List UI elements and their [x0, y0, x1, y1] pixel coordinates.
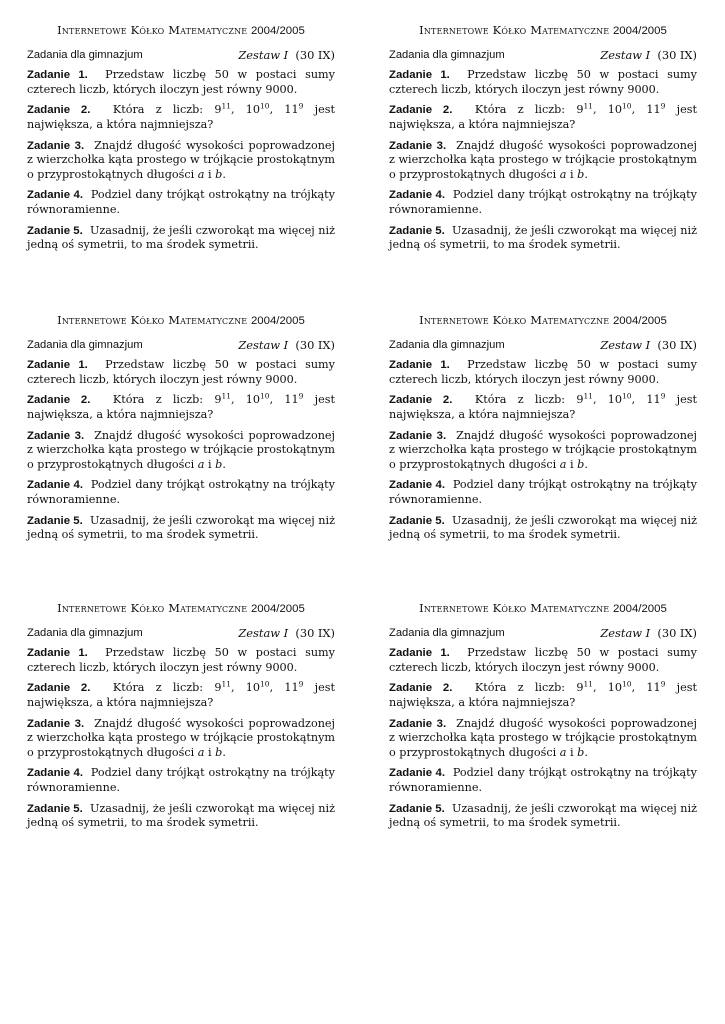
level-label: Zadania dla gimnazjum — [389, 48, 505, 61]
task-text: . — [584, 167, 588, 181]
power-base: 9 — [576, 103, 584, 117]
power-exponent: 10 — [260, 391, 270, 401]
set-date: (30 IX) — [657, 337, 697, 352]
task-text: Podziel dany trójkąt ostrokątny na trójkąty równoramienne. — [389, 188, 697, 216]
power-base: 9 — [214, 681, 222, 695]
task-2 — [27, 681, 335, 710]
task-label: Zadanie 5. — [389, 514, 445, 527]
task-label: Zadanie 4. — [389, 479, 446, 492]
header-title: Internetowe Kółko Matematyczne — [57, 601, 248, 615]
task-1 — [27, 68, 335, 97]
power-base: 10 — [245, 393, 261, 407]
task-5 — [27, 514, 335, 543]
task-label: Zadanie 3. — [27, 717, 85, 730]
set-date: (30 IX) — [657, 47, 697, 62]
sheet-subheader — [389, 626, 697, 641]
task-2 — [27, 393, 335, 422]
set-label: Zestaw I — [238, 337, 289, 352]
power-exponent: 9 — [660, 101, 666, 111]
variable-b: b — [577, 167, 585, 181]
variable-a: a — [197, 167, 205, 181]
task-text: jest największa, a która najmniejsza? — [27, 103, 335, 131]
power-base: 10 — [245, 103, 261, 117]
task-text: . — [584, 457, 588, 471]
level-label: Zadania dla gimnazjum — [389, 338, 505, 351]
header-title: Internetowe Kółko Matematyczne — [419, 313, 610, 327]
task-label: Zadanie 2. — [27, 104, 91, 117]
power-base: 11 — [284, 103, 299, 117]
variable-a: a — [197, 457, 205, 471]
task-text: Znajdź długość wysokości poprowadzonej z wierzchołka kąta prostego w trójkącie prostokątnym o przyprostokątnych długości — [27, 716, 335, 759]
task-label: Zadanie 2. — [27, 394, 91, 407]
task-label: Zadanie 2. — [27, 682, 91, 695]
separator: , — [230, 681, 246, 695]
power-base: 9 — [214, 393, 222, 407]
set-label: Zestaw I — [238, 47, 289, 62]
set-date: (30 IX) — [295, 337, 335, 352]
task-label: Zadanie 4. — [389, 189, 446, 202]
task-text: Przedstaw liczbę 50 w postaci sumy czterech liczb, których iloczyn jest równy 9000. — [389, 68, 697, 96]
task-5 — [389, 802, 697, 831]
power-base: 10 — [607, 681, 623, 695]
separator: , — [592, 681, 608, 695]
separator: , — [269, 103, 285, 117]
task-text: Uzasadnij, że jeśli czworokąt ma więcej niż jedną oś symetrii, to ma środek symetrii. — [27, 223, 335, 252]
task-2 — [389, 103, 697, 132]
power-exponent: 11 — [583, 391, 593, 401]
task-label: Zadanie 1. — [389, 69, 450, 82]
task-1 — [389, 68, 697, 97]
sheet-header — [389, 601, 697, 617]
power-base: 11 — [646, 103, 661, 117]
task-text: Która z liczb: — [474, 681, 577, 695]
set-info — [600, 626, 697, 641]
task-text: Przedstaw liczbę 50 w postaci sumy czterech liczb, których iloczyn jest równy 9000. — [389, 646, 697, 674]
header-title: Internetowe Kółko Matematyczne — [57, 23, 248, 37]
task-label: Zadanie 2. — [389, 682, 453, 695]
task-1 — [27, 646, 335, 675]
separator: , — [592, 103, 608, 117]
set-label: Zestaw I — [600, 47, 651, 62]
task-text: Przedstaw liczbę 50 w postaci sumy czterech liczb, których iloczyn jest równy 9000. — [389, 358, 697, 386]
task-text: i — [566, 457, 578, 471]
separator: , — [631, 681, 647, 695]
power-exponent: 10 — [260, 101, 270, 111]
task-text: jest największa, a która najmniejsza? — [27, 681, 335, 709]
set-date: (30 IX) — [295, 47, 335, 62]
task-sheet-card — [27, 601, 335, 837]
set-info — [238, 48, 335, 63]
power-exponent: 11 — [221, 679, 231, 689]
separator: , — [230, 103, 246, 117]
set-info — [600, 48, 697, 63]
level-label: Zadania dla gimnazjum — [27, 48, 143, 61]
task-text: Podziel dany trójkąt ostrokątny na trójkąty równoramienne. — [27, 188, 335, 216]
task-3 — [27, 139, 335, 183]
task-text: Która z liczb: — [474, 393, 577, 407]
task-label: Zadanie 1. — [27, 359, 88, 372]
power-base: 10 — [607, 393, 623, 407]
task-4 — [389, 188, 697, 217]
task-label: Zadanie 3. — [389, 429, 447, 442]
task-2 — [389, 393, 697, 422]
header-title: Internetowe Kółko Matematyczne — [57, 313, 248, 327]
power-base: 11 — [284, 681, 299, 695]
variable-b: b — [577, 745, 585, 759]
task-label: Zadanie 5. — [27, 514, 83, 527]
task-1 — [389, 358, 697, 387]
header-year: 2004/2005 — [612, 315, 667, 327]
header-title: Internetowe Kółko Matematyczne — [419, 23, 610, 37]
task-label: Zadanie 5. — [389, 802, 445, 815]
power-base: 11 — [284, 393, 299, 407]
task-text: Znajdź długość wysokości poprowadzonej z wierzchołka kąta prostego w trójkącie prostokątnym o przyprostokątnych długości — [27, 138, 335, 181]
power-exponent: 11 — [583, 679, 593, 689]
power-base: 10 — [607, 103, 623, 117]
task-3 — [389, 429, 697, 473]
task-text: Znajdź długość wysokości poprowadzonej z wierzchołka kąta prostego w trójkącie prostokątnym o przyprostokątnych długości — [389, 138, 697, 181]
variable-a: a — [197, 745, 205, 759]
task-label: Zadanie 2. — [389, 394, 453, 407]
task-label: Zadanie 1. — [27, 647, 88, 660]
separator: , — [269, 681, 285, 695]
task-text: i — [566, 167, 578, 181]
set-label: Zestaw I — [238, 625, 289, 640]
level-label: Zadania dla gimnazjum — [27, 626, 143, 639]
task-text: Która z liczb: — [112, 681, 215, 695]
task-text: Znajdź długość wysokości poprowadzonej z wierzchołka kąta prostego w trójkącie prostokątnym o przyprostokątnych długości — [27, 428, 335, 471]
task-5 — [27, 802, 335, 831]
task-label: Zadanie 4. — [27, 479, 84, 492]
task-text: i — [204, 167, 216, 181]
power-exponent: 11 — [221, 391, 231, 401]
header-year: 2004/2005 — [612, 603, 667, 615]
task-label: Zadanie 4. — [389, 767, 446, 780]
power-base: 11 — [646, 681, 661, 695]
task-sheet-card — [389, 23, 697, 259]
header-year: 2004/2005 — [250, 603, 305, 615]
task-text: Uzasadnij, że jeśli czworokąt ma więcej niż jedną oś symetrii, to ma środek symetrii. — [389, 223, 697, 252]
power-base: 9 — [576, 681, 584, 695]
task-text: Która z liczb: — [474, 103, 577, 117]
task-text: Która z liczb: — [112, 393, 215, 407]
task-sheet-card — [389, 601, 697, 837]
header-title: Internetowe Kółko Matematyczne — [419, 601, 610, 615]
task-label: Zadanie 2. — [389, 104, 453, 117]
task-text: jest największa, a która najmniejsza? — [389, 393, 697, 421]
variable-b: b — [215, 745, 223, 759]
power-exponent: 9 — [660, 391, 666, 401]
task-text: jest największa, a która najmniejsza? — [27, 393, 335, 421]
sheet-header — [389, 313, 697, 329]
power-exponent: 11 — [583, 101, 593, 111]
power-exponent: 9 — [660, 679, 666, 689]
task-text: Uzasadnij, że jeśli czworokąt ma więcej niż jedną oś symetrii, to ma środek symetrii. — [389, 801, 697, 830]
task-sheet-card — [27, 23, 335, 259]
task-text: Podziel dany trójkąt ostrokątny na trójkąty równoramienne. — [389, 766, 697, 794]
task-text: Uzasadnij, że jeśli czworokąt ma więcej niż jedną oś symetrii, to ma środek symetrii. — [27, 513, 335, 542]
task-text: . — [222, 457, 226, 471]
task-label: Zadanie 5. — [27, 224, 83, 237]
power-exponent: 10 — [622, 391, 632, 401]
task-text: Przedstaw liczbę 50 w postaci sumy czterech liczb, których iloczyn jest równy 9000. — [27, 646, 335, 674]
task-3 — [27, 717, 335, 761]
task-5 — [27, 224, 335, 253]
power-base: 10 — [245, 681, 261, 695]
set-info — [238, 626, 335, 641]
power-exponent: 10 — [622, 101, 632, 111]
variable-b: b — [577, 457, 585, 471]
variable-a: a — [559, 745, 567, 759]
header-year: 2004/2005 — [250, 25, 305, 37]
variable-b: b — [215, 457, 223, 471]
sheet-header — [389, 23, 697, 39]
task-4 — [27, 188, 335, 217]
separator: , — [269, 393, 285, 407]
power-base: 11 — [646, 393, 661, 407]
separator: , — [631, 393, 647, 407]
task-text: . — [584, 745, 588, 759]
task-label: Zadanie 3. — [27, 139, 85, 152]
task-text: . — [222, 745, 226, 759]
sheet-subheader — [389, 338, 697, 353]
power-base: 9 — [214, 103, 222, 117]
sheet-header — [27, 601, 335, 617]
task-label: Zadanie 3. — [389, 717, 447, 730]
task-text: i — [204, 457, 216, 471]
power-base: 9 — [576, 393, 584, 407]
task-text: Przedstaw liczbę 50 w postaci sumy czterech liczb, których iloczyn jest równy 9000. — [27, 358, 335, 386]
sheet-subheader — [27, 48, 335, 63]
task-label: Zadanie 3. — [389, 139, 447, 152]
level-label: Zadania dla gimnazjum — [27, 338, 143, 351]
task-3 — [389, 717, 697, 761]
task-text: Uzasadnij, że jeśli czworokąt ma więcej niż jedną oś symetrii, to ma środek symetrii. — [389, 513, 697, 542]
task-text: jest największa, a która najmniejsza? — [389, 103, 697, 131]
task-text: . — [222, 167, 226, 181]
power-exponent: 9 — [298, 679, 304, 689]
task-sheet-card — [389, 313, 697, 549]
separator: , — [592, 393, 608, 407]
power-exponent: 9 — [298, 101, 304, 111]
sheet-subheader — [27, 338, 335, 353]
task-3 — [389, 139, 697, 183]
set-date: (30 IX) — [657, 625, 697, 640]
set-date: (30 IX) — [295, 625, 335, 640]
task-1 — [389, 646, 697, 675]
sheet-subheader — [27, 626, 335, 641]
task-label: Zadanie 3. — [27, 429, 85, 442]
header-year: 2004/2005 — [612, 25, 667, 37]
variable-b: b — [215, 167, 223, 181]
task-4 — [27, 766, 335, 795]
task-text: Która z liczb: — [112, 103, 215, 117]
task-label: Zadanie 1. — [389, 647, 450, 660]
task-label: Zadanie 5. — [389, 224, 445, 237]
task-2 — [27, 103, 335, 132]
separator: , — [230, 393, 246, 407]
task-text: Podziel dany trójkąt ostrokątny na trójkąty równoramienne. — [389, 478, 697, 506]
task-text: jest największa, a która najmniejsza? — [389, 681, 697, 709]
separator: , — [631, 103, 647, 117]
task-text: Znajdź długość wysokości poprowadzonej z wierzchołka kąta prostego w trójkącie prostokątnym o przyprostokątnych długości — [389, 716, 697, 759]
task-text: i — [204, 745, 216, 759]
task-label: Zadanie 4. — [27, 189, 84, 202]
sheet-subheader — [389, 48, 697, 63]
task-text: Podziel dany trójkąt ostrokątny na trójkąty równoramienne. — [27, 478, 335, 506]
power-exponent: 9 — [298, 391, 304, 401]
variable-a: a — [559, 457, 567, 471]
power-exponent: 11 — [221, 101, 231, 111]
level-label: Zadania dla gimnazjum — [389, 626, 505, 639]
task-text: Uzasadnij, że jeśli czworokąt ma więcej niż jedną oś symetrii, to ma środek symetrii. — [27, 801, 335, 830]
task-label: Zadanie 5. — [27, 802, 83, 815]
task-5 — [389, 224, 697, 253]
task-2 — [389, 681, 697, 710]
task-label: Zadanie 1. — [27, 69, 88, 82]
task-4 — [389, 766, 697, 795]
task-text: Przedstaw liczbę 50 w postaci sumy czterech liczb, których iloczyn jest równy 9000. — [27, 68, 335, 96]
task-5 — [389, 514, 697, 543]
task-3 — [27, 429, 335, 473]
set-label: Zestaw I — [600, 625, 651, 640]
sheet-header — [27, 23, 335, 39]
power-exponent: 10 — [260, 679, 270, 689]
variable-a: a — [559, 167, 567, 181]
task-4 — [27, 478, 335, 507]
task-text: Podziel dany trójkąt ostrokątny na trójkąty równoramienne. — [27, 766, 335, 794]
set-info — [600, 338, 697, 353]
task-4 — [389, 478, 697, 507]
task-sheet-card — [27, 313, 335, 549]
power-exponent: 10 — [622, 679, 632, 689]
task-label: Zadanie 1. — [389, 359, 450, 372]
sheet-header — [27, 313, 335, 329]
header-year: 2004/2005 — [250, 315, 305, 327]
task-1 — [27, 358, 335, 387]
task-label: Zadanie 4. — [27, 767, 84, 780]
set-label: Zestaw I — [600, 337, 651, 352]
task-text: Znajdź długość wysokości poprowadzonej z wierzchołka kąta prostego w trójkącie prostokątnym o przyprostokątnych długości — [389, 428, 697, 471]
set-info — [238, 338, 335, 353]
task-text: i — [566, 745, 578, 759]
